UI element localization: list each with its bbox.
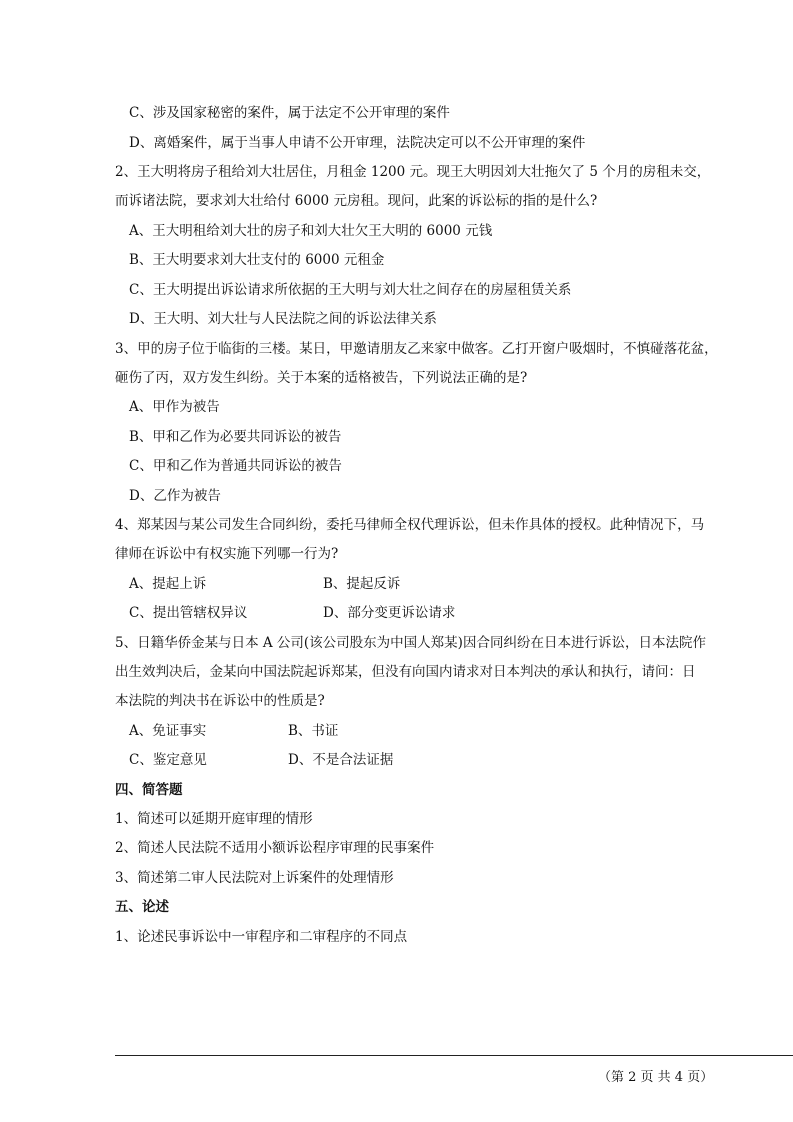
page-number: （第 2 页 共 4 页） [598,1070,714,1085]
question-5-option-c: C、鉴定意见 [129,752,207,768]
question-2-option-d: D、王大明、刘大壮与人民法院之间的诉讼法律关系 [129,311,437,327]
question-2-line2: 而诉诸法院，要求刘大壮给付 6000 元房租。现问，此案的诉讼标的指的是什么? [115,193,598,209]
question-4-option-d: D、部分变更诉讼请求 [323,605,456,621]
section-4-item-2: 2、简述人民法院不适用小额诉讼程序审理的民事案件 [115,840,435,856]
option-d-prev: D、离婚案件，属于当事人申请不公开审理，法院决定可以不公开审理的案件 [129,135,586,151]
question-3-line1: 3、甲的房子位于临街的三楼。某日，甲邀请朋友乙来家中做客。乙打开窗户吸烟时，不慎碰落花盆， [115,341,718,357]
section-4-heading: 四、简答题 [115,782,183,798]
question-3-option-d: D、乙作为被告 [129,488,221,504]
footer-divider [115,1055,793,1056]
question-5-option-a: A、免证事实 [129,723,207,739]
question-5-option-b: B、书证 [288,723,339,739]
question-5-line3: 本法院的判决书在诉讼中的性质是? [115,693,325,709]
question-2-option-c: C、王大明提出诉讼请求所依据的王大明与刘大壮之间存在的房屋租赁关系 [129,282,572,298]
question-5-line1: 5、日籍华侨金某与日本 A 公司(该公司股东为中国人郑某)因合同纠纷在日本进行诉讼，日本法院作 [115,635,706,651]
question-4-line1: 4、郑某因与某公司发生合同纠纷，委托马律师全权代理诉讼，但未作具体的授权。此种情况下，马 [115,517,705,533]
section-5-item-1: 1、论述民事诉讼中一审程序和二审程序的不同点 [115,929,408,945]
question-2-option-a: A、王大明租给刘大壮的房子和刘大壮欠王大明的 6000 元钱 [129,223,493,239]
question-5-line2: 出生效判决后，金某向中国法院起诉郑某，但没有向国内请求对日本判决的承认和执行，请问：日 [115,664,696,680]
question-4-line2: 律师在诉讼中有权实施下列哪一行为? [115,546,339,562]
question-3-option-c: C、甲和乙作为普通共同诉讼的被告 [129,458,342,474]
question-3-option-a: A、甲作为被告 [129,399,220,415]
section-4-item-3: 3、简述第二审人民法院对上诉案件的处理情形 [115,870,394,886]
question-3-option-b: B、甲和乙作为必要共同诉讼的被告 [129,429,342,445]
question-4-option-c: C、提出管辖权异议 [129,605,248,621]
section-5-heading: 五、论述 [115,899,169,915]
question-4-option-b: B、提起反诉 [323,576,401,592]
question-2-line1: 2、王大明将房子租给刘大壮居住，月租金 1200 元。现王大明因刘大壮拖欠了 5 个月的房租未交， [115,164,711,180]
question-2-option-b: B、王大明要求刘大壮支付的 6000 元租金 [129,252,385,268]
question-5-option-d: D、不是合法证据 [288,752,394,768]
question-3-line2: 砸伤了丙，双方发生纠纷。关于本案的适格被告，下列说法正确的是? [115,370,528,386]
option-c-prev: C、涉及国家秘密的案件，属于法定不公开审理的案件 [129,105,450,121]
section-4-item-1: 1、简述可以延期开庭审理的情形 [115,811,313,827]
question-4-option-a: A、提起上诉 [129,576,207,592]
